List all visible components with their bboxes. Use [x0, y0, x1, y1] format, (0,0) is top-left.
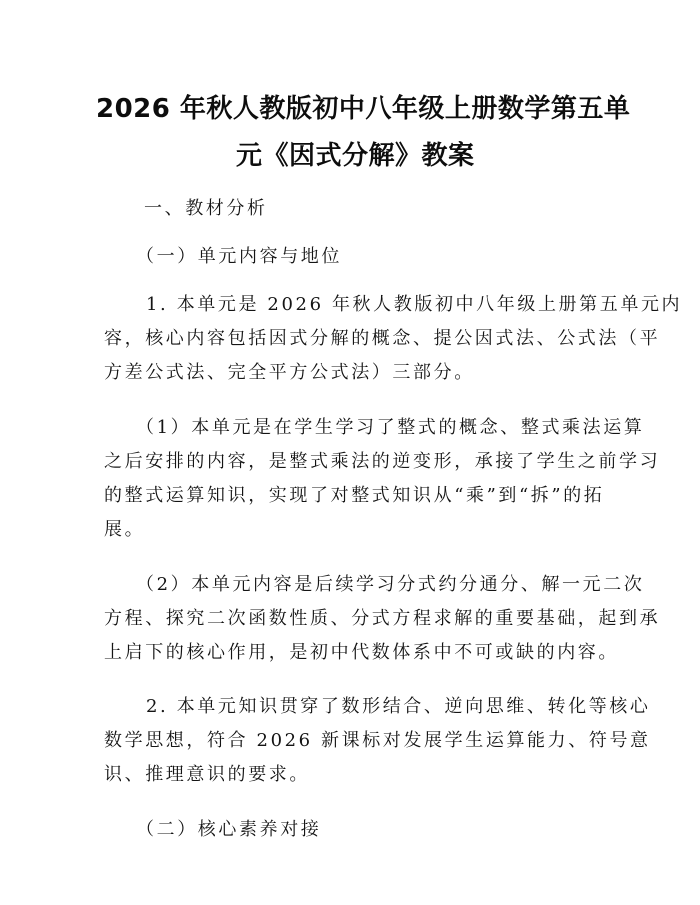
subsection-heading-core-literacy: （二）核心素养对接: [136, 819, 322, 840]
paragraph-2-line-2: 之后安排的内容，是整式乘法的逆变形，承接了学生之前学习: [104, 451, 661, 472]
paragraph-3-line-1: （2）本单元内容是后续学习分式约分通分、解一元二次: [136, 574, 645, 595]
document-title-line-2: 元《因式分解》教案: [236, 141, 475, 171]
paragraph-4-line-3: 识、推理意识的要求。: [104, 764, 310, 785]
paragraph-3-line-2: 方程、探究二次函数性质、分式方程求解的重要基础，起到承: [104, 608, 661, 629]
subsection-heading-unit-content: （一）单元内容与地位: [136, 246, 342, 267]
section-heading-teaching-material-analysis: 一、教材分析: [144, 198, 268, 219]
paragraph-2-line-4: 展。: [104, 519, 146, 540]
document-title-line-1: 2026 年秋人教版初中八年级上册数学第五单: [96, 94, 631, 124]
paragraph-2-line-1: （1）本单元是在学生学习了整式的概念、整式乘法运算: [136, 417, 645, 438]
paragraph-4-line-1: 2. 本单元知识贯穿了数形结合、逆向思维、转化等核心: [146, 696, 651, 717]
paragraph-1-line-1: 1. 本单元是 2026 年秋人教版初中八年级上册第五单元内: [146, 294, 683, 315]
paragraph-1-line-2: 容，核心内容包括因式分解的概念、提公因式法、公式法（平: [104, 328, 661, 349]
paragraph-4-line-2: 数学思想，符合 2026 新课标对发展学生运算能力、符号意: [104, 730, 651, 751]
paragraph-1-line-3: 方差公式法、完全平方公式法）三部分。: [104, 362, 475, 383]
paragraph-2-line-3: 的整式运算知识，实现了对整式知识从“乘”到“拆”的拓: [104, 485, 605, 506]
paragraph-3-line-3: 上启下的核心作用，是初中代数体系中不可或缺的内容。: [104, 642, 619, 663]
